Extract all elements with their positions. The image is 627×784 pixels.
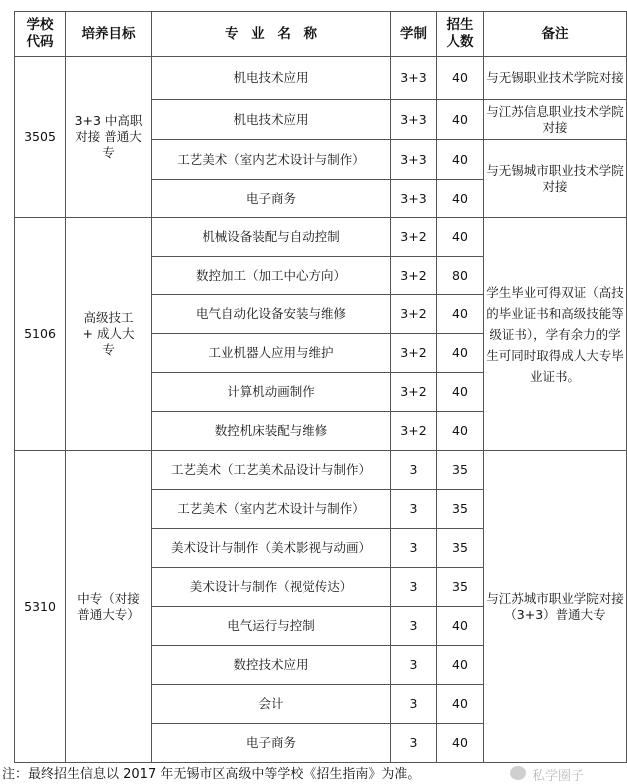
years-cell: 3 — [391, 490, 437, 529]
header-quota: 招生人数 — [437, 12, 484, 57]
years-cell: 3 — [391, 607, 437, 646]
watermark-text: 私学圈子 — [532, 769, 585, 784]
major-cell: 数控加工（加工中心方向） — [152, 257, 391, 295]
major-cell: 机电技术应用 — [152, 57, 391, 100]
years-cell: 3 — [391, 529, 437, 568]
header-major-name: 专 业 名 称 — [152, 12, 391, 57]
major-cell: 工艺美术（室内艺术设计与制作） — [152, 490, 391, 529]
major-cell: 机电技术应用 — [152, 100, 391, 140]
major-cell: 会计 — [152, 685, 391, 724]
years-cell: 3 — [391, 685, 437, 724]
quota-cell: 35 — [437, 451, 484, 490]
years-cell: 3+2 — [391, 373, 437, 412]
years-cell: 3+3 — [391, 140, 437, 180]
footnote: 注：最终招生信息以 2017 年无锡市区高级中等学校《招生指南》为准。 — [2, 767, 421, 782]
quota-cell: 40 — [437, 100, 484, 140]
major-cell: 计算机动画制作 — [152, 373, 391, 412]
table-header-row — [15, 12, 627, 57]
quota-cell: 80 — [437, 257, 484, 295]
quota-cell: 40 — [437, 334, 484, 373]
remark-cell: 与江苏城市职业学院对接（3+3）普通大专 — [484, 451, 627, 763]
years-cell: 3+2 — [391, 257, 437, 295]
major-cell: 电子商务 — [152, 180, 391, 218]
quota-cell: 40 — [437, 412, 484, 451]
major-cell: 机械设备装配与自动控制 — [152, 218, 391, 257]
quota-cell: 40 — [437, 218, 484, 257]
watermark — [510, 766, 627, 782]
years-cell: 3 — [391, 568, 437, 607]
years-cell: 3 — [391, 724, 437, 763]
years-cell: 3+3 — [391, 100, 437, 140]
years-cell: 3+2 — [391, 412, 437, 451]
quota-cell: 35 — [437, 490, 484, 529]
years-cell: 3+2 — [391, 295, 437, 334]
major-cell: 美术设计与制作（美术影视与动画） — [152, 529, 391, 568]
school-code-cell: 3505 — [15, 57, 66, 218]
years-cell: 3+3 — [391, 180, 437, 218]
admissions-table — [14, 11, 627, 763]
major-cell: 数控机床装配与维修 — [152, 412, 391, 451]
quota-cell: 40 — [437, 140, 484, 180]
quota-cell: 35 — [437, 529, 484, 568]
major-cell: 工艺美术（室内艺术设计与制作） — [152, 140, 391, 180]
major-cell: 数控技术应用 — [152, 646, 391, 685]
quota-cell: 40 — [437, 373, 484, 412]
major-cell: 电气运行与控制 — [152, 607, 391, 646]
years-cell: 3 — [391, 451, 437, 490]
major-cell: 美术设计与制作（视觉传达） — [152, 568, 391, 607]
major-cell: 电气自动化设备安装与维修 — [152, 295, 391, 334]
training-goal-cell: 中专（对接普通大专） — [66, 451, 152, 763]
major-cell: 工业机器人应用与维护 — [152, 334, 391, 373]
quota-cell: 40 — [437, 607, 484, 646]
header-school-code: 学校代码 — [15, 12, 66, 57]
quota-cell: 40 — [437, 724, 484, 763]
major-cell: 工艺美术（工艺美术品设计与制作） — [152, 451, 391, 490]
remark-cell: 与无锡职业技术学院对接 — [484, 57, 627, 100]
remark-cell: 与无锡城市职业技术学院对接 — [484, 140, 627, 218]
header-remark: 备注 — [484, 12, 627, 57]
years-cell: 3+3 — [391, 57, 437, 100]
school-code-cell: 5106 — [15, 218, 66, 451]
school-code-cell: 5310 — [15, 451, 66, 763]
training-goal-cell: 3+3 中高职对接 普通大专 — [66, 57, 152, 218]
quota-cell: 40 — [437, 685, 484, 724]
table-row — [15, 451, 627, 490]
wechat-icon — [510, 766, 526, 780]
remark-cell: 与江苏信息职业技术学院对接 — [484, 100, 627, 140]
header-years: 学制 — [391, 12, 437, 57]
quota-cell: 40 — [437, 57, 484, 100]
quota-cell: 40 — [437, 646, 484, 685]
years-cell: 3 — [391, 646, 437, 685]
years-cell: 3+2 — [391, 218, 437, 257]
table-row — [15, 57, 627, 100]
quota-cell: 40 — [437, 180, 484, 218]
quota-cell: 35 — [437, 568, 484, 607]
training-goal-cell: 高级技工 + 成人大专 — [66, 218, 152, 451]
years-cell: 3+2 — [391, 334, 437, 373]
major-cell: 电子商务 — [152, 724, 391, 763]
remark-cell: 学生毕业可得双证（高技的毕业证书和高级技能等级证书），学有余力的学生可同时取得成人大专毕业证书。 — [484, 218, 627, 451]
header-training-goal: 培养目标 — [66, 12, 152, 57]
table-row — [15, 218, 627, 257]
quota-cell: 40 — [437, 295, 484, 334]
